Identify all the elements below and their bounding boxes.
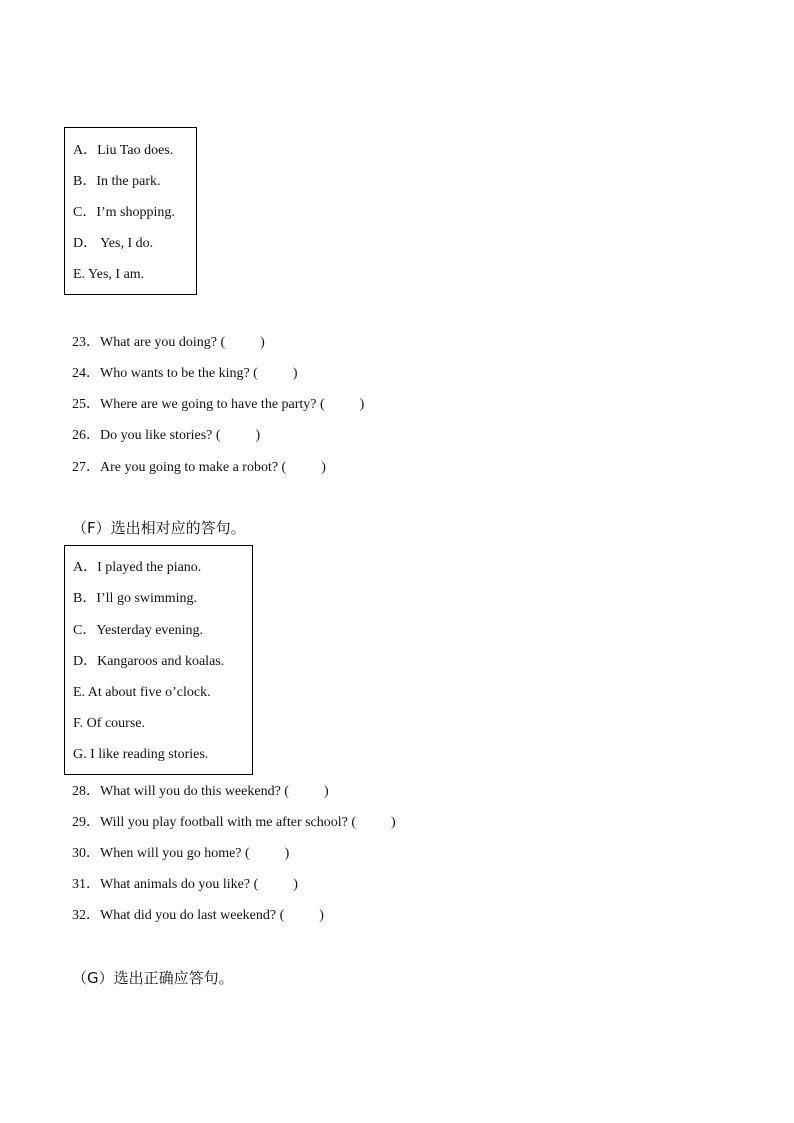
question-26: 26．Do you like stories? ( ) [72,428,261,443]
option-e: E. At about five o’clock. [73,685,211,700]
option-d: D．Kangaroos and koalas. [73,654,225,669]
option-b: B．In the park. [73,174,161,189]
option-a: A．Liu Tao does. [73,143,174,158]
question-31: 31．What animals do you like? ( ) [72,877,298,892]
section-g-heading: （G）选出正确应答句。 [72,969,234,987]
answer-options-box-1 [64,127,197,295]
option-b: B．I’ll go swimming. [73,591,198,606]
question-24: 24．Who wants to be the king? ( ) [72,366,298,381]
option-g: G. I like reading stories. [73,747,209,762]
option-c: C．Yesterday evening. [73,623,204,638]
option-a: A．I played the piano. [73,560,202,575]
question-27: 27．Are you going to make a robot? ( ) [72,460,326,475]
question-32: 32．What did you do last weekend? ( ) [72,908,324,923]
option-c: C．I’m shopping. [73,205,175,220]
question-29: 29．Will you play football with me after school? ( ) [72,815,396,830]
option-e: E. Yes, I am. [73,267,145,282]
question-25: 25．Where are we going to have the party? ( ) [72,397,365,412]
question-28: 28．What will you do this weekend? ( ) [72,784,329,799]
section-f-heading: （F）选出相对应的答句。 [72,519,246,537]
question-23: 23．What are you doing? ( ) [72,335,265,350]
option-d: D． Yes, I do. [73,236,154,251]
option-f: F. Of course. [73,716,145,731]
answer-options-box-2 [64,545,253,775]
question-30: 30．When will you go home? ( ) [72,846,290,861]
